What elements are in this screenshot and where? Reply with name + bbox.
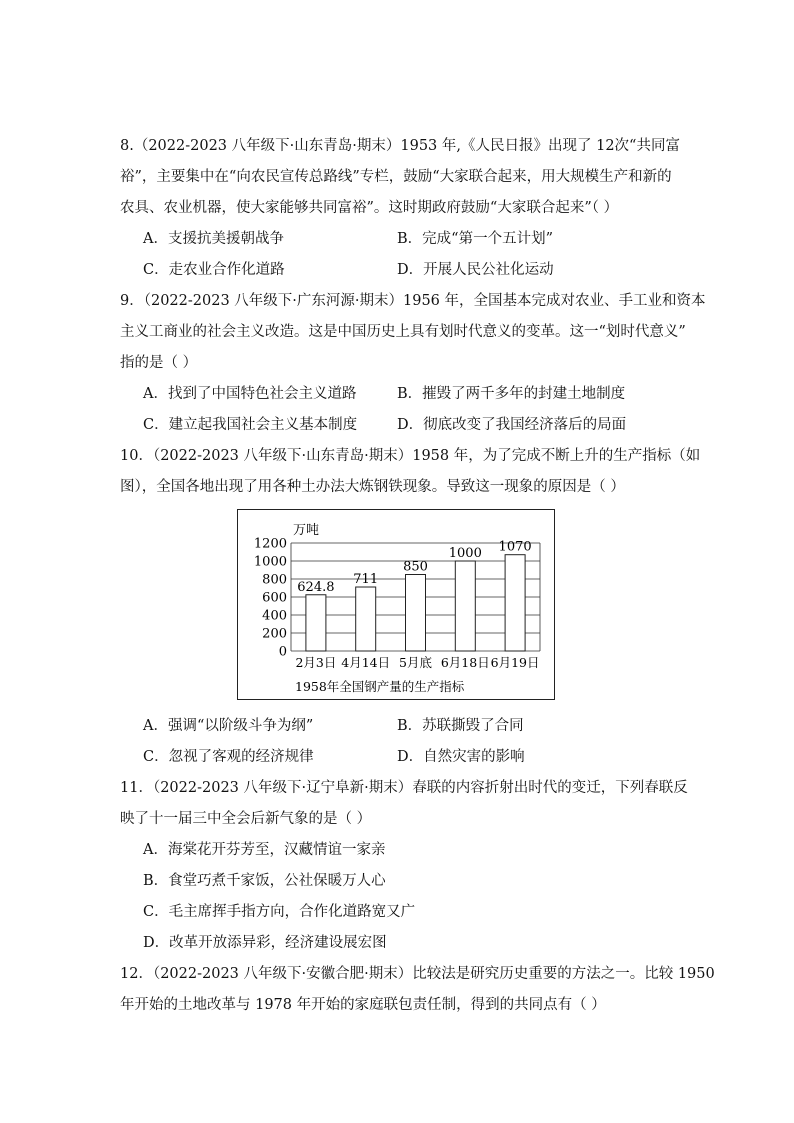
q11-line-2: 映了十一届三中全会后新气象的是（ ） bbox=[120, 811, 372, 827]
q9-line-3: 指的是（ ） bbox=[120, 355, 198, 371]
q11-option-c: C．毛主席挥手指方向，合作化道路宽又广 bbox=[143, 904, 416, 920]
chart-y-tick-label: 1200 bbox=[253, 536, 287, 552]
chart-y-tick-label: 200 bbox=[262, 626, 287, 642]
q9-option-c: C．建立起我国社会主义基本制度 bbox=[143, 417, 358, 433]
chart-bar bbox=[455, 561, 475, 651]
chart-x-tick-label: 2月3日 bbox=[295, 655, 337, 670]
chart-x-tick-label: 4月14日 bbox=[341, 655, 391, 670]
chart-x-tick-label: 5月底 bbox=[399, 655, 432, 670]
chart-bars bbox=[297, 540, 531, 651]
q9-option-a: A．找到了中国特色社会主义道路 bbox=[143, 386, 357, 402]
chart-y-tick-label: 400 bbox=[262, 608, 287, 624]
chart-x-ticks bbox=[295, 655, 539, 670]
q8-option-d: D．开展人民公社化运动 bbox=[397, 262, 554, 278]
chart-y-tick-label: 600 bbox=[262, 590, 287, 606]
chart-bar-value-label: 1000 bbox=[448, 546, 482, 561]
q10-option-a: A．强调“以阶级斗争为纲” bbox=[143, 718, 314, 734]
q9-line-2: 主义工商业的社会主义改造。这是中国历史上具有划时代意义的变革。这一“划时代意义” bbox=[120, 324, 686, 340]
q8-line-1: 8.（2022-2023 八年级下·山东青岛·期末）1953 年,《人民日报》出现了 12次“共同富 bbox=[120, 138, 680, 154]
q8-line-2: 裕”，主要集中在“向农民宣传总路线”专栏，鼓励“大家联合起来，用大规模生产和新的 bbox=[120, 169, 672, 185]
q11-option-a: A．海棠花开芬芳至，汉藏情谊一家亲 bbox=[143, 842, 386, 858]
chart-bar-value-label: 1070 bbox=[498, 539, 532, 555]
chart-x-tick-label: 6月18日 bbox=[440, 655, 490, 670]
chart-svg bbox=[238, 510, 554, 699]
chart-caption: 1958年全国钢产量的生产指标 bbox=[295, 679, 465, 694]
q10-option-c: C．忽视了客观的经济规律 bbox=[143, 749, 314, 765]
chart-x-tick-label: 6月19日 bbox=[490, 655, 540, 670]
chart-y-ticks bbox=[254, 537, 287, 660]
chart-bar bbox=[406, 575, 426, 652]
q8-line-3: 农具、农业机器，使大家能够共同富裕”。这时期政府鼓励“大家联合起来”（ ） bbox=[120, 200, 619, 216]
q11-option-d: D．改革开放添异彩，经济建设展宏图 bbox=[143, 935, 387, 951]
q10-line-1: 10．（2022-2023 八年级下·山东青岛·期末）1958 年，为了完成不断上升的生产指标（如 bbox=[120, 448, 701, 464]
q11-option-b: B．食堂巧煮千家饭，公社保暖万人心 bbox=[143, 873, 386, 889]
q10-option-d: D．自然灾害的影响 bbox=[397, 749, 525, 765]
chart-bar bbox=[505, 555, 525, 651]
q12-line-2: 年开始的土地改革与 1978 年开始的家庭联包责任制，得到的共同点有（ ） bbox=[120, 997, 606, 1013]
q10-line-2: 图），全国各地出现了用各种土办法大炼钢铁现象。导致这一现象的原因是（ ） bbox=[120, 479, 625, 495]
q8-option-a: A．支援抗美援朝战争 bbox=[143, 231, 284, 247]
chart-y-tick-label: 0 bbox=[278, 644, 287, 660]
q10-option-b: B．苏联撕毁了合同 bbox=[397, 718, 524, 734]
chart-y-tick-label: 800 bbox=[262, 572, 287, 588]
chart-bar bbox=[356, 587, 376, 651]
q9-option-b: B．摧毁了两千多年的封建土地制度 bbox=[397, 386, 626, 402]
chart-bar-value-label: 850 bbox=[403, 559, 428, 575]
chart-y-axis-label: 万吨 bbox=[293, 523, 320, 538]
q9-line-1: 9．（2022-2023 八年级下·广东河源·期末）1956 年，全国基本完成对农业、手工业和资本 bbox=[120, 293, 706, 309]
q8-option-b: B．完成“第一个五计划” bbox=[397, 231, 553, 247]
chart-bar-value-label: 711 bbox=[353, 572, 379, 588]
q8-option-c: C．走农业合作化道路 bbox=[143, 262, 285, 278]
chart-bar bbox=[306, 595, 326, 651]
q12-line-1: 12．（2022-2023 八年级下·安徽合肥·期末）比较法是研究历史重要的方法之一。比较 1950 bbox=[120, 966, 715, 982]
chart-bar-value-label: 624.8 bbox=[297, 579, 335, 595]
q11-line-1: 11．（2022-2023 八年级下·辽宁阜新·期末）春联的内容折射出时代的变迁，下列春联反 bbox=[120, 780, 688, 796]
q9-option-d: D．彻底改变了我国经济落后的局面 bbox=[397, 417, 627, 433]
steel-production-chart bbox=[237, 509, 555, 700]
chart-y-tick-label: 1000 bbox=[253, 554, 287, 570]
